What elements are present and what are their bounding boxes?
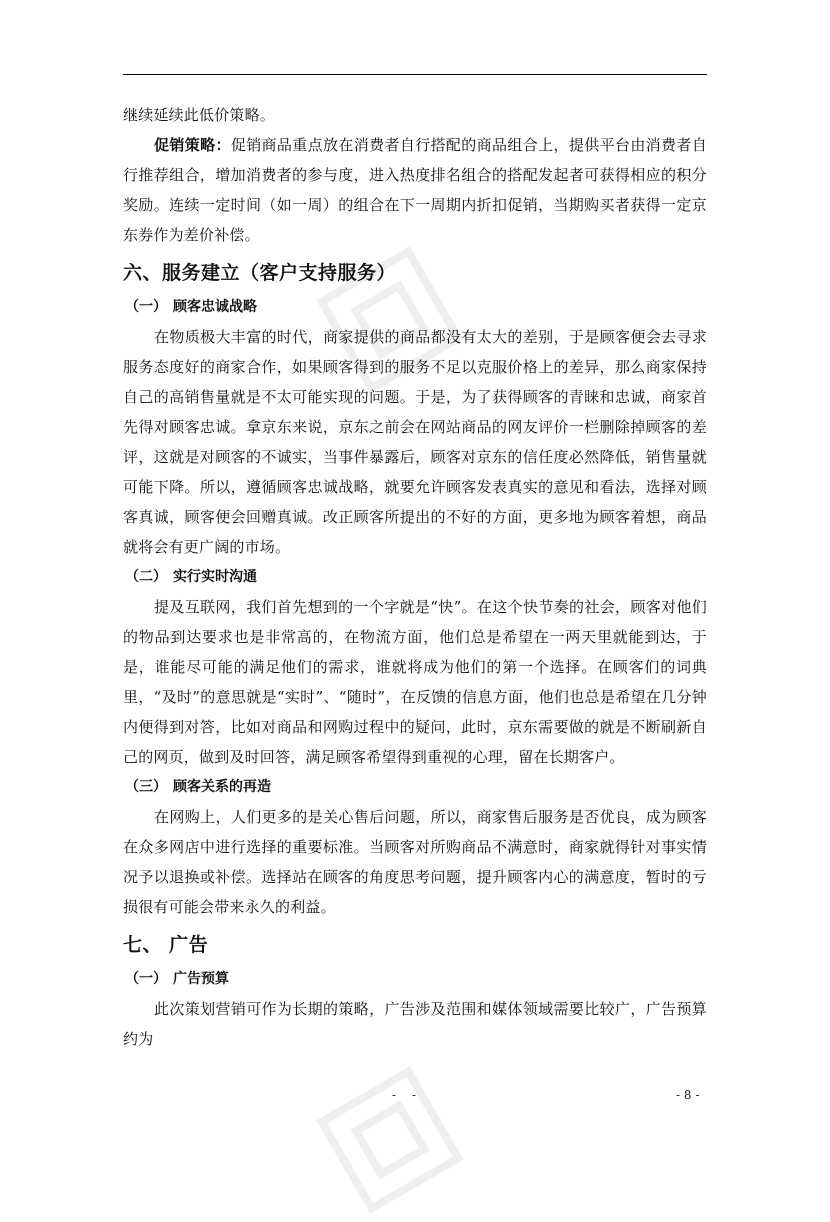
section-6-2-number: （二）	[125, 569, 167, 585]
section-6-heading: 六、服务建立（客户支持服务）	[123, 262, 397, 284]
section-7-1-title: 广告预算	[173, 971, 229, 987]
section-6-1-heading	[123, 292, 707, 322]
section-6-3-paragraph: 在网购上，人们更多的是关心售后问题，所以，商家售后服务是否优良，成为顾客在众多网店中进行选择的重要标准。当顾客对所购商品不满意时，商家就得针对事实情况予以退换或补偿。选择站在顾客的角度思考问题，提升顾客内心的满意度，暂时的亏损很有可能会带来永久的利益。	[123, 808, 707, 916]
section-7-1-heading	[123, 964, 707, 994]
document-body	[123, 98, 707, 1054]
page-number: - 8 -	[676, 1088, 700, 1102]
section-6-1-title: 顾客忠诚战略	[173, 299, 257, 315]
section-6-1-paragraph: 在物质极大丰富的时代，商家提供的商品都没有太大的差别，于是顾客便会去寻求服务态度好的商家合作，如果顾客得到的服务不足以克服价格上的差异，那么商家保持自己的高销售量就是不太可能实现的问题。于是，为了获得顾客的青睐和忠诚，商家首先得对顾客忠诚。拿京东来说，京东之前会在网站商品的网友评价一栏删除掉顾客的差评，这就是对顾客的不诚实，当事件暴露后，顾客对京东的信任度必然降低，销售量就可能下降。所以，遵循顾客忠诚战略，就要允许顾客发表真实的意见和看法，选择对顾客真诚，顾客便会回赠真诚。改正顾客所提出的不好的方面，更多地为顾客着想，商品就将会有更广阔的市场。	[123, 328, 707, 556]
section-7-heading: 七、 广告	[123, 934, 209, 956]
watermark-icon	[308, 1058, 472, 1222]
promotion-label: 促销策略：	[154, 136, 231, 154]
section-6-1-number: （一）	[125, 299, 167, 315]
section-7-1-number: （一）	[125, 971, 167, 987]
promotion-text: 促销商品重点放在消费者自行搭配的商品组合上，提供平台由消费者自行推荐组合，增加消费者的参与度，进入热度排名组合的搭配发起者可获得相应的积分奖励。连续一定时间（如一周）的组合在下一周期内折扣促销，当期购买者获得一定京东券作为差价补偿。	[123, 136, 707, 244]
section-6-3-title: 顾客关系的再造	[173, 779, 271, 795]
section-6-2-paragraph: 提及互联网，我们首先想到的一个字就是“快”。在这个快节奏的社会，顾客对他们的物品到达要求也是非常高的，在物流方面，他们总是希望在一两天里就能到达，于是，谁能尽可能的满足他们的需求，谁就将成为他们的第一个选择。在顾客们的词典里，“及时”的意思就是“实时”、“随时”，在反馈的信息方面，他们也总是希望在几分钟内便得到对答，比如对商品和网购过程中的疑问，此时，京东需要做的就是不断刷新自己的网页，做到及时回答，满足顾客希望得到重视的心理，留在长期客户。	[123, 598, 707, 766]
continued-paragraph: 继续延续此低价策略。	[123, 106, 276, 124]
section-7-1-paragraph: 此次策划营销可作为长期的策略，广告涉及范围和媒体领域需要比较广，广告预算约为	[123, 1000, 707, 1048]
section-6-2-title: 实行实时沟通	[173, 569, 257, 585]
section-6-3-heading	[123, 772, 707, 802]
promotion-paragraph	[123, 130, 707, 250]
section-6-2-heading	[123, 562, 707, 592]
footer-dashes: - -	[392, 1088, 422, 1102]
header-rule	[123, 74, 707, 75]
section-6-3-number: （三）	[125, 779, 167, 795]
